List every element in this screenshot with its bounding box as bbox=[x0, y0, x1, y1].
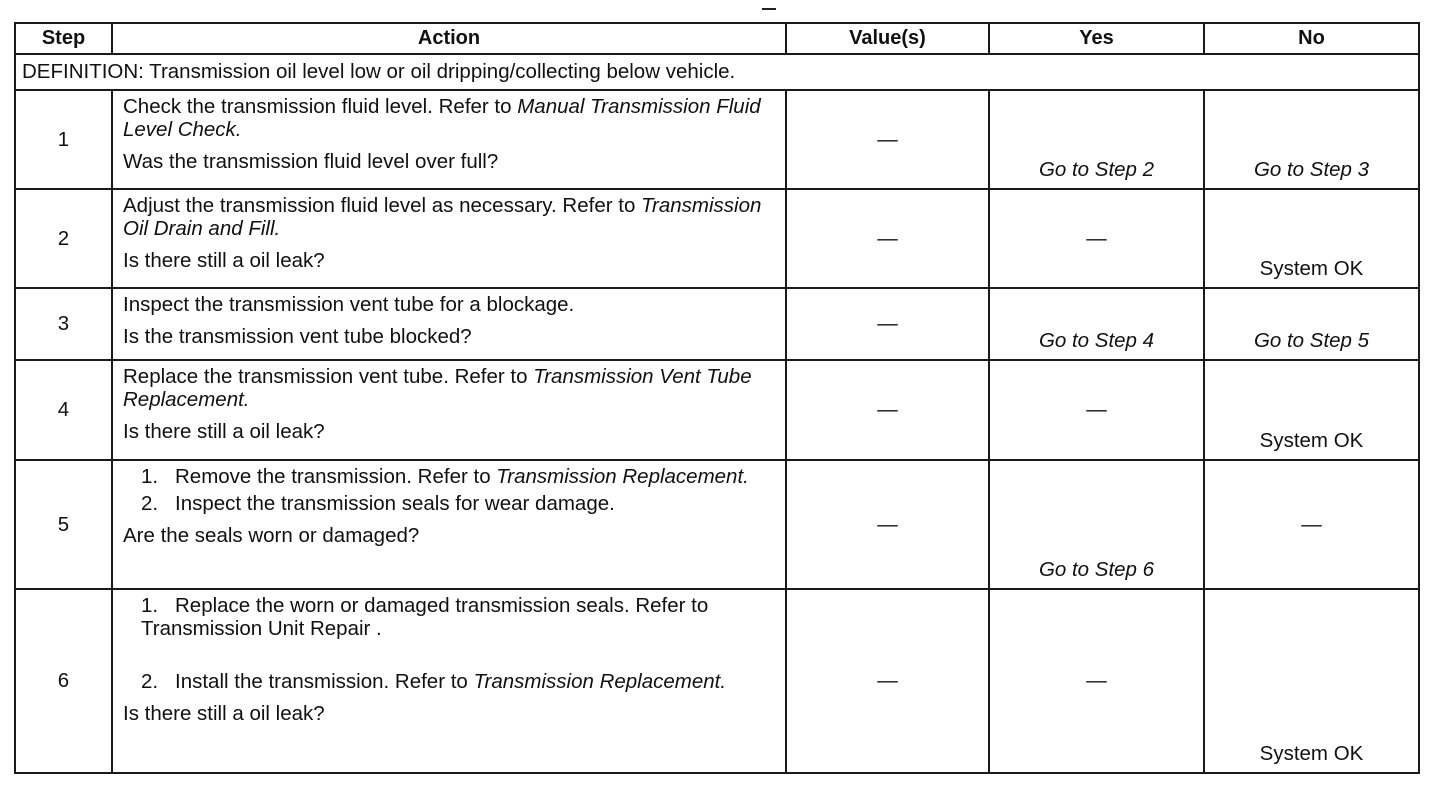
yes-result: — bbox=[989, 189, 1204, 288]
page-top-mark bbox=[762, 8, 776, 10]
header-action: Action bbox=[112, 23, 786, 54]
definition-row bbox=[15, 54, 1419, 90]
step-number: 3 bbox=[15, 288, 112, 360]
value-cell: — bbox=[786, 288, 989, 360]
action-cell bbox=[112, 360, 786, 460]
action-list-item bbox=[123, 492, 777, 515]
step-number: 6 bbox=[15, 589, 112, 773]
action-instruction bbox=[123, 194, 777, 240]
action-cell bbox=[112, 189, 786, 288]
list-number: 1. bbox=[141, 594, 159, 617]
action-question: Is there still a oil leak? bbox=[123, 420, 325, 443]
header-no: No bbox=[1204, 23, 1419, 54]
action-list-item bbox=[123, 594, 777, 640]
no-result: Go to Step 3 bbox=[1204, 90, 1419, 189]
action-text: Check the transmission fluid level. Refer to bbox=[123, 95, 518, 118]
action-reference: Transmission Oil Drain and Fill. bbox=[123, 194, 762, 240]
no-result: — bbox=[1204, 460, 1419, 589]
yes-result: Go to Step 6 bbox=[989, 460, 1204, 589]
yes-result: — bbox=[989, 360, 1204, 460]
no-result: System OK bbox=[1204, 589, 1419, 773]
list-number: 2. bbox=[141, 492, 159, 515]
definition-text: DEFINITION: Transmission oil level low or oil dripping/collecting below vehicle. bbox=[15, 54, 1419, 90]
value-cell: — bbox=[786, 90, 989, 189]
step-number: 2 bbox=[15, 189, 112, 288]
table-row bbox=[15, 189, 1419, 288]
action-question: Was the transmission fluid level over full? bbox=[123, 150, 499, 173]
action-text: Adjust the transmission fluid level as necessary. Refer to bbox=[123, 194, 642, 217]
table-row bbox=[15, 589, 1419, 773]
action-question: Is there still a oil leak? bbox=[123, 702, 325, 725]
step-number: 1 bbox=[15, 90, 112, 189]
table-row bbox=[15, 90, 1419, 189]
header-row bbox=[15, 23, 1419, 54]
list-number: 2. bbox=[141, 670, 159, 693]
action-reference: Transmission Vent Tube Replacement. bbox=[123, 365, 752, 411]
table-row bbox=[15, 288, 1419, 360]
value-cell: — bbox=[786, 589, 989, 773]
value-cell: — bbox=[786, 460, 989, 589]
action-text: Inspect the transmission seals for wear damage. bbox=[175, 492, 615, 515]
action-text: Install the transmission. Refer to bbox=[175, 670, 474, 693]
action-question: Is there still a oil leak? bbox=[123, 249, 325, 272]
action-instruction bbox=[123, 365, 777, 411]
action-list-item bbox=[123, 670, 777, 693]
action-text: Replace the transmission vent tube. Refer to bbox=[123, 365, 534, 388]
action-instruction: Inspect the transmission vent tube for a blockage. bbox=[123, 293, 575, 316]
action-cell bbox=[112, 589, 786, 773]
action-text: Replace the worn or damaged transmission seals. Refer to Transmission Unit Repair . bbox=[141, 594, 709, 640]
no-result: Go to Step 5 bbox=[1204, 288, 1419, 360]
yes-result: — bbox=[989, 589, 1204, 773]
action-reference: Manual Transmission Fluid Level Check. bbox=[123, 95, 761, 141]
action-question: Is the transmission vent tube blocked? bbox=[123, 325, 472, 348]
yes-result: Go to Step 4 bbox=[989, 288, 1204, 360]
action-cell bbox=[112, 90, 786, 189]
header-yes: Yes bbox=[989, 23, 1204, 54]
action-text: Remove the transmission. Refer to bbox=[175, 465, 497, 488]
action-reference: Transmission Replacement. bbox=[473, 670, 727, 693]
value-cell: — bbox=[786, 189, 989, 288]
action-cell bbox=[112, 460, 786, 589]
header-values: Value(s) bbox=[786, 23, 989, 54]
table-row bbox=[15, 360, 1419, 460]
no-result: System OK bbox=[1204, 360, 1419, 460]
diagnostic-table bbox=[14, 22, 1420, 774]
step-number: 5 bbox=[15, 460, 112, 589]
table-row bbox=[15, 460, 1419, 589]
action-instruction bbox=[123, 95, 777, 141]
step-number: 4 bbox=[15, 360, 112, 460]
action-reference: Transmission Replacement. bbox=[496, 465, 749, 488]
action-cell bbox=[112, 288, 786, 360]
value-cell: — bbox=[786, 360, 989, 460]
no-result: System OK bbox=[1204, 189, 1419, 288]
list-number: 1. bbox=[141, 465, 159, 488]
action-question: Are the seals worn or damaged? bbox=[123, 524, 420, 547]
header-step: Step bbox=[15, 23, 112, 54]
action-list-item bbox=[123, 465, 777, 488]
yes-result: Go to Step 2 bbox=[989, 90, 1204, 189]
